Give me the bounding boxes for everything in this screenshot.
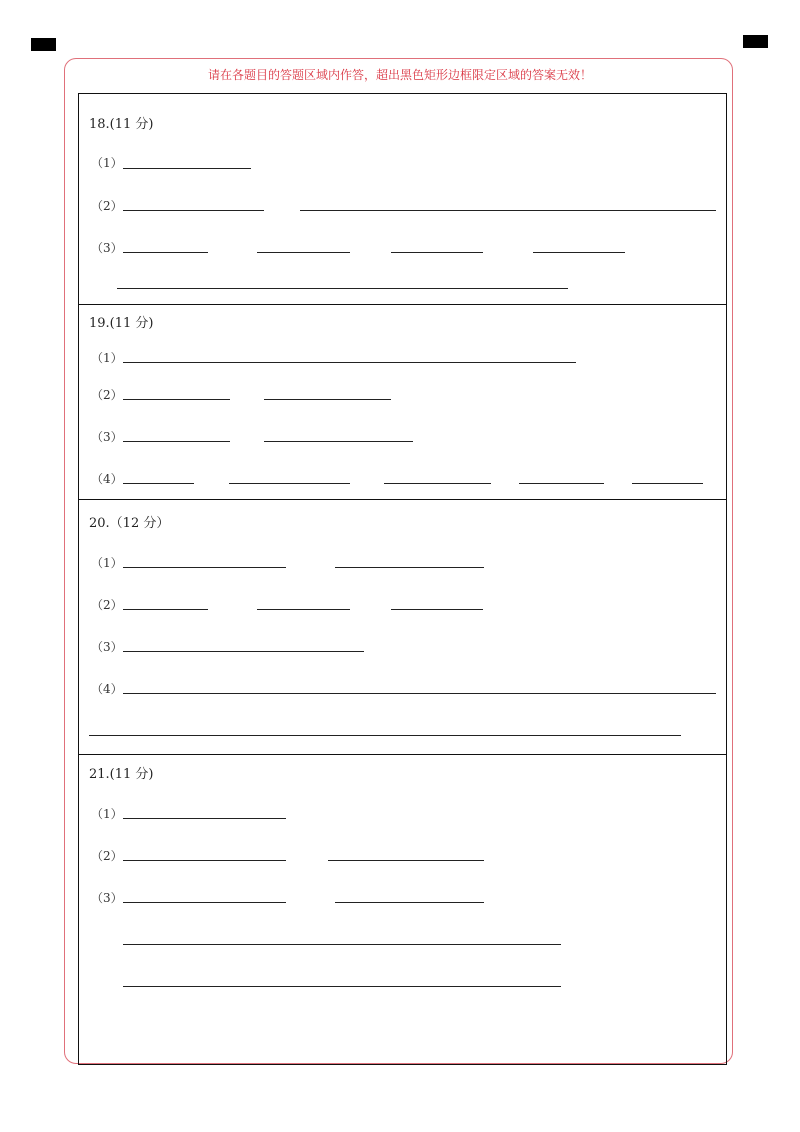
q20-part3-blank[interactable] xyxy=(123,651,364,652)
registration-mark-right xyxy=(743,35,768,48)
question-21-box xyxy=(78,754,727,1065)
question-18-title: 18.(11 分) xyxy=(89,117,154,132)
q18-part3-label: （3） xyxy=(91,241,123,255)
q20-part4-blank-2[interactable] xyxy=(89,735,681,736)
q18-part2-blank-2[interactable] xyxy=(300,210,716,211)
q20-part1-blank-1[interactable] xyxy=(123,567,286,568)
question-20-box xyxy=(78,499,727,755)
q19-part1-label: （1） xyxy=(91,351,123,365)
q21-part3-blank-1[interactable] xyxy=(123,902,286,903)
q21-part2-blank-2[interactable] xyxy=(328,860,484,861)
q20-part2-blank-3[interactable] xyxy=(391,609,483,610)
q19-part1-blank[interactable] xyxy=(123,362,576,363)
answer-area-notice: 请在各题目的答题区域内作答，超出黑色矩形边框限定区域的答案无效！ xyxy=(207,68,592,82)
question-18-box xyxy=(78,93,727,305)
q20-part2-label: （2） xyxy=(91,598,123,612)
q21-part2-blank-1[interactable] xyxy=(123,860,286,861)
q18-part3-blank-5[interactable] xyxy=(117,288,568,289)
q19-part2-label: （2） xyxy=(91,388,123,402)
q18-part3-blank-2[interactable] xyxy=(257,252,350,253)
q18-part3-blank-3[interactable] xyxy=(391,252,483,253)
question-20-title: 20.（12 分） xyxy=(89,516,170,531)
q20-part1-blank-2[interactable] xyxy=(335,567,484,568)
question-19-box xyxy=(78,304,727,500)
q19-part4-blank-2[interactable] xyxy=(229,483,350,484)
q20-part4-label: （4） xyxy=(91,682,123,696)
q19-part3-blank-2[interactable] xyxy=(264,441,413,442)
q21-part2-label: （2） xyxy=(91,849,123,863)
registration-mark-left xyxy=(31,38,56,51)
q18-part1-blank[interactable] xyxy=(123,168,251,169)
q21-part1-blank[interactable] xyxy=(123,818,286,819)
q18-part3-blank-1[interactable] xyxy=(123,252,208,253)
q21-part3-blank-3[interactable] xyxy=(123,944,561,945)
q19-part4-blank-4[interactable] xyxy=(519,483,604,484)
question-19-title: 19.(11 分) xyxy=(89,316,154,331)
q21-part1-label: （1） xyxy=(91,807,123,821)
q21-part3-blank-4[interactable] xyxy=(123,986,561,987)
q19-part2-blank-2[interactable] xyxy=(264,399,391,400)
q18-part2-blank-1[interactable] xyxy=(123,210,264,211)
q21-part3-blank-2[interactable] xyxy=(335,902,484,903)
q19-part2-blank-1[interactable] xyxy=(123,399,230,400)
q20-part3-label: （3） xyxy=(91,640,123,654)
q19-part4-blank-3[interactable] xyxy=(384,483,491,484)
q18-part1-label: （1） xyxy=(91,156,123,170)
q20-part1-label: （1） xyxy=(91,556,123,570)
q19-part4-label: （4） xyxy=(91,472,123,486)
q19-part4-blank-1[interactable] xyxy=(123,483,194,484)
q20-part2-blank-1[interactable] xyxy=(123,609,208,610)
q19-part3-blank-1[interactable] xyxy=(123,441,230,442)
q20-part2-blank-2[interactable] xyxy=(257,609,350,610)
q21-part3-label: （3） xyxy=(91,891,123,905)
question-21-title: 21.(11 分) xyxy=(89,767,154,782)
q18-part3-blank-4[interactable] xyxy=(533,252,625,253)
q20-part4-blank-1[interactable] xyxy=(123,693,716,694)
q19-part4-blank-5[interactable] xyxy=(632,483,703,484)
q19-part3-label: （3） xyxy=(91,430,123,444)
q18-part2-label: （2） xyxy=(91,199,123,213)
